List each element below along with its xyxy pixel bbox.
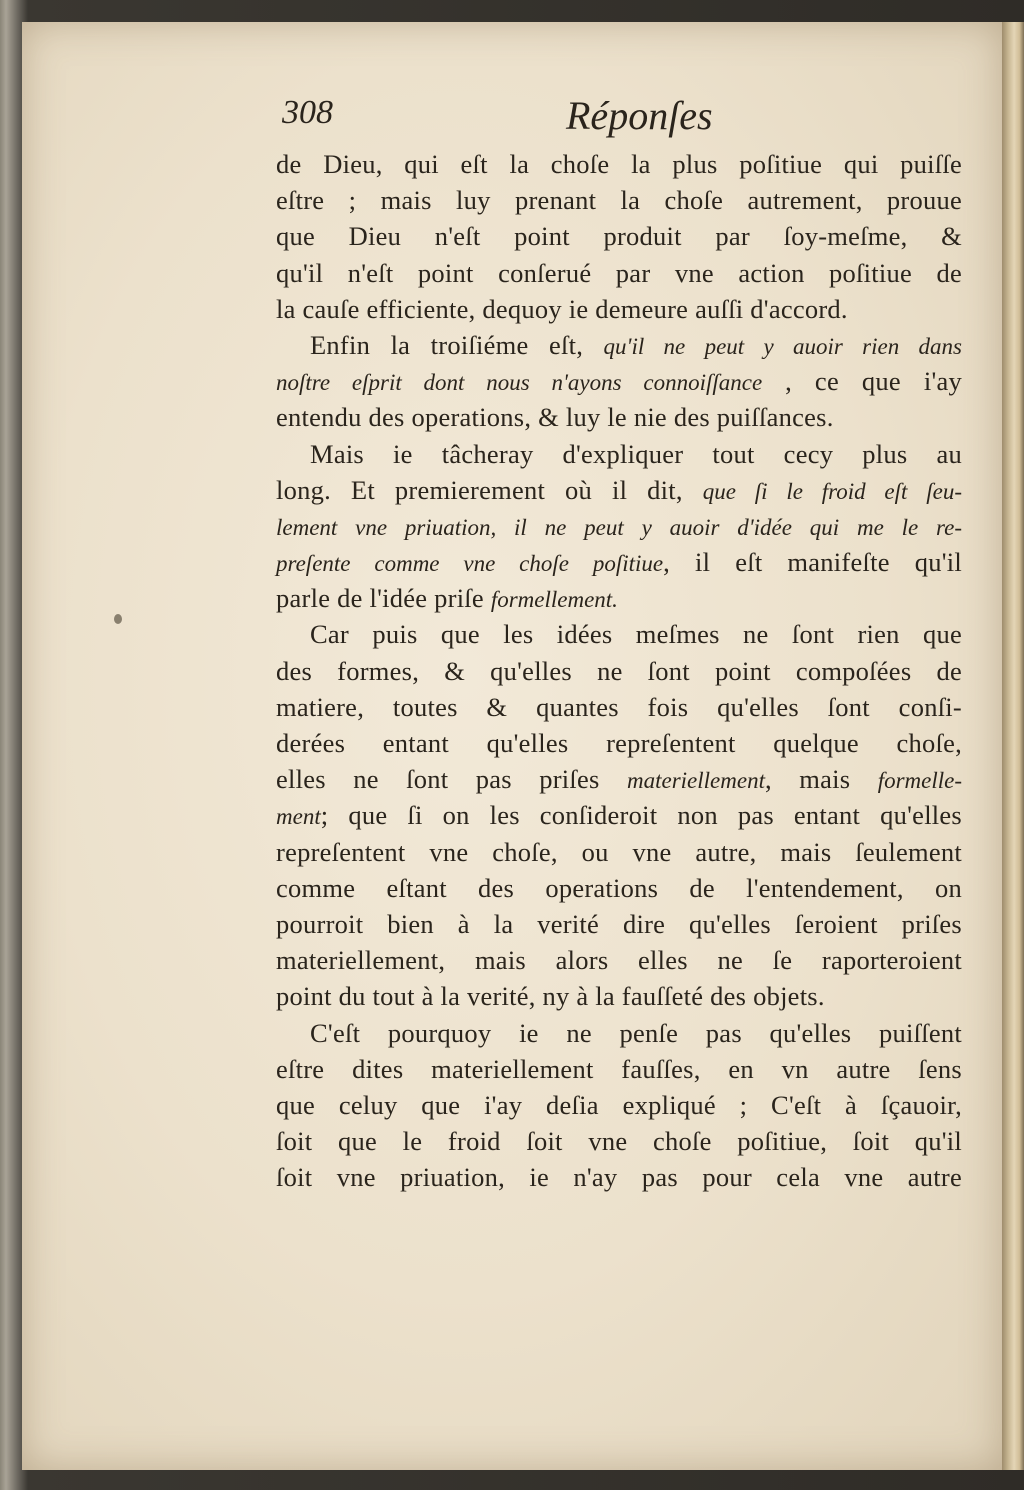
text-line bbox=[276, 255, 962, 291]
text-line bbox=[276, 291, 962, 327]
ink-spot bbox=[114, 614, 122, 624]
italic-span: formellement. bbox=[490, 587, 618, 613]
text-span: ; que ſi on les conſideroit non pas entant qu'elles bbox=[320, 800, 962, 831]
text-span: eſtre dites materiellement fauſſes, en vn autre ſens bbox=[276, 1053, 962, 1084]
text-span: la cauſe efficiente, dequoy ie demeure auſſi d'accord. bbox=[276, 293, 848, 324]
italic-span: preſente comme vne choſe poſitiue bbox=[276, 551, 664, 577]
text-line bbox=[276, 1123, 962, 1159]
text-line bbox=[276, 399, 962, 435]
italic-span: formelle- bbox=[877, 768, 963, 794]
text-span: Mais ie tâcheray d'expliquer tout cecy plus au bbox=[310, 438, 962, 469]
text-span: parle de l'idée priſe bbox=[276, 583, 491, 614]
text-span: matiere, toutes & quantes fois qu'elles ſont conſi- bbox=[276, 691, 962, 722]
text-line bbox=[276, 834, 962, 870]
text-line bbox=[276, 472, 962, 508]
italic-span: lement vne priuation, il ne peut y auoir d'idée qui me le re- bbox=[276, 514, 962, 540]
text-line bbox=[276, 544, 962, 580]
text-line bbox=[276, 218, 962, 254]
italic-span: noſtre eſprit dont nous n'ayons connoiſſance bbox=[276, 370, 763, 396]
text-span: repreſentent vne choſe, ou vne autre, mais ſeulement bbox=[276, 836, 962, 867]
text-line bbox=[276, 689, 962, 725]
text-span: long. Et premierement où il dit, bbox=[276, 474, 703, 505]
text-line bbox=[276, 1051, 962, 1087]
text-line bbox=[276, 1159, 962, 1195]
text-line bbox=[276, 436, 962, 472]
page-header bbox=[276, 92, 962, 142]
text-span: Enfin la troiſiéme eſt, bbox=[310, 329, 604, 360]
text-span: pourroit bien à la verité dire qu'elles ſeroient priſes bbox=[276, 908, 962, 939]
text-span: C'eſt pourquoy ie ne penſe pas qu'elles puiſſent bbox=[310, 1017, 962, 1048]
text-line bbox=[276, 327, 962, 363]
italic-span: qu'il ne peut y auoir rien dans bbox=[603, 333, 962, 359]
text-span: materiellement, mais alors elles ne ſe raporteroient bbox=[276, 945, 962, 976]
text-span: derées entant qu'elles repreſentent quelque choſe, bbox=[276, 728, 962, 758]
text-span: entendu des operations, & luy le nie des puiſſances. bbox=[276, 402, 834, 433]
text-span: de Dieu, qui eſt la choſe la plus poſitiue qui puiſſe bbox=[276, 149, 962, 179]
italic-span: que ſi le froid eſt ſeu- bbox=[702, 478, 962, 504]
text-line bbox=[276, 1015, 962, 1051]
text-span: , il eſt manifeſte qu'il bbox=[663, 547, 962, 578]
text-line bbox=[276, 363, 962, 399]
text-line bbox=[276, 906, 962, 942]
text-span: , mais bbox=[764, 764, 878, 795]
text-span: qu'il n'eſt point conſerué par vne action poſitiue de bbox=[276, 257, 962, 288]
text-line bbox=[276, 725, 962, 761]
text-line bbox=[276, 761, 962, 797]
page-number: 308 bbox=[282, 94, 333, 131]
text-span: ſoit que le froid ſoit vne choſe poſitiue, ſoit qu'il bbox=[276, 1126, 962, 1157]
page-edge bbox=[1002, 22, 1024, 1470]
text-span: elles ne ſont pas priſes bbox=[276, 764, 627, 795]
italic-span: materiellement bbox=[627, 768, 765, 794]
text-span: eſtre ; mais luy prenant la choſe autrement, prouue bbox=[276, 185, 962, 216]
text-line bbox=[276, 616, 962, 652]
text-span: que celuy que i'ay deſia expliqué ; C'eſt à ſçauoir, bbox=[276, 1089, 962, 1120]
text-line bbox=[276, 942, 962, 978]
text-line bbox=[276, 146, 962, 182]
text-line bbox=[276, 797, 962, 833]
italic-span: ment bbox=[276, 804, 321, 830]
text-line bbox=[276, 870, 962, 906]
text-line bbox=[276, 508, 962, 544]
text-span: ſoit vne priuation, ie n'ay pas pour cela vne autre bbox=[276, 1162, 962, 1193]
text-span: Car puis que les idées meſmes ne ſont rien que bbox=[310, 619, 962, 650]
text-span: des formes, & qu'elles ne ſont point compoſées de bbox=[276, 655, 962, 686]
text-line bbox=[276, 1087, 962, 1123]
text-span: que Dieu n'eſt point produit par ſoy-meſme, & bbox=[276, 221, 962, 252]
text-line bbox=[276, 978, 962, 1014]
text-line bbox=[276, 653, 962, 689]
text-span: , ce que i'ay bbox=[762, 366, 962, 397]
body-text bbox=[276, 146, 962, 1195]
running-title: Réponſes bbox=[566, 93, 713, 138]
text-line bbox=[276, 182, 962, 218]
text-line bbox=[276, 580, 962, 616]
text-span: comme eſtant des operations de l'entendement, on bbox=[276, 872, 962, 903]
text-span: point du tout à la verité, ny à la fauſſeté des objets. bbox=[276, 981, 825, 1012]
text-block bbox=[276, 92, 962, 1195]
